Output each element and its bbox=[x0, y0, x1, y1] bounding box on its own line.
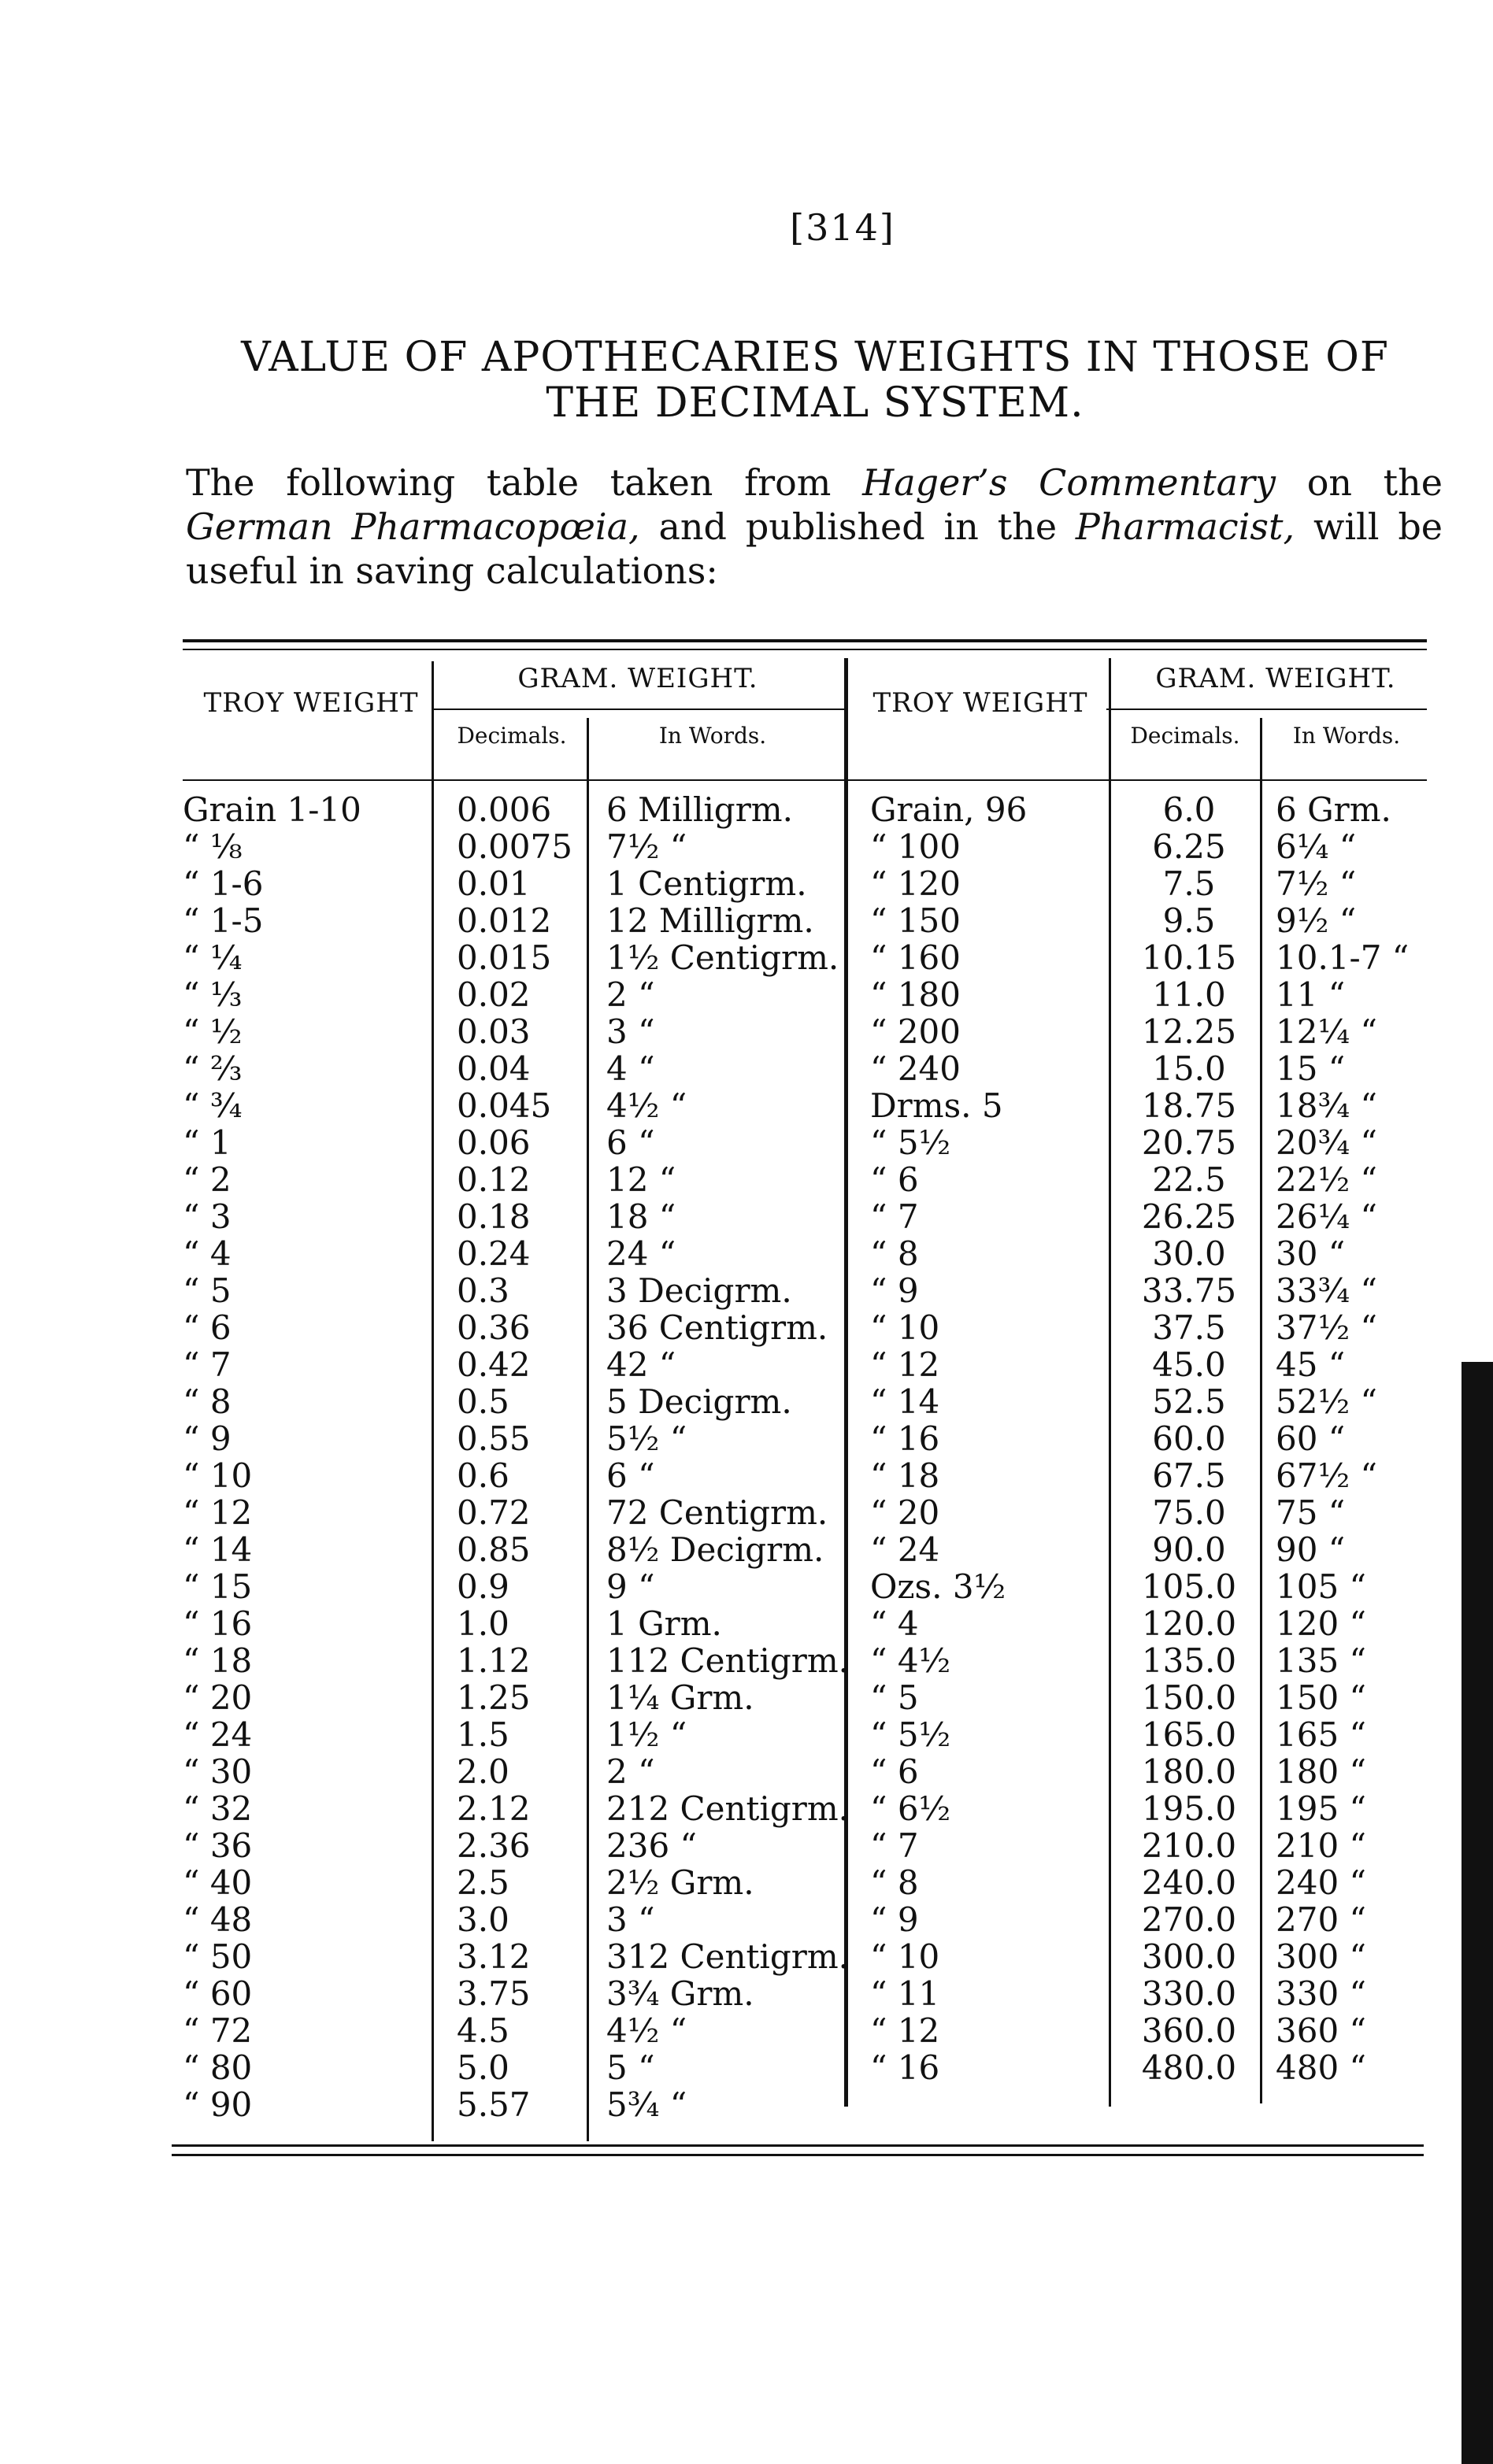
troy-weight-left-cell: “ 4 bbox=[183, 1234, 232, 1273]
intro-source-title: Hager’s Commentary bbox=[862, 461, 1276, 504]
in-words-left-cell: 12 “ bbox=[606, 1160, 676, 1199]
troy-weight-right-cell: Ozs. 3½ bbox=[870, 1567, 1006, 1606]
troy-weight-right-cell: Grain, 96 bbox=[870, 790, 1028, 829]
decimals-right-cell: 11.0 bbox=[1152, 975, 1226, 1014]
in-words-left-cell: 7½ “ bbox=[606, 827, 687, 866]
table-row bbox=[0, 1642, 1493, 1679]
troy-weight-right-cell: “ 24 bbox=[870, 1530, 940, 1569]
troy-weight-left-cell: “ 30 bbox=[183, 1752, 253, 1791]
in-words-header-left: In Words. bbox=[658, 723, 767, 749]
troy-weight-left-cell: “ 3 bbox=[183, 1197, 232, 1236]
decimals-header-right: Decimals. bbox=[1130, 723, 1240, 749]
title-line-1: VALUE OF APOTHECARIES WEIGHTS IN THOSE OF bbox=[241, 334, 1389, 381]
troy-weight-right-cell: “ 6 bbox=[870, 1752, 919, 1791]
troy-weight-left-cell: “ 7 bbox=[183, 1345, 232, 1384]
troy-weight-right-cell: “ 7 bbox=[870, 1826, 919, 1865]
troy-weight-left-cell: “ ⅛ bbox=[183, 827, 243, 866]
decimals-left-cell: 2.5 bbox=[457, 1863, 509, 1902]
in-words-left-cell: 9 “ bbox=[606, 1567, 655, 1606]
table-row bbox=[0, 1864, 1493, 1901]
troy-weight-right-cell: Drms. 5 bbox=[870, 1086, 1003, 1125]
gram-header-rule-right bbox=[1106, 708, 1427, 710]
in-words-right-cell: 20¾ “ bbox=[1276, 1123, 1377, 1162]
in-words-left-cell: 3 Decigrm. bbox=[606, 1271, 792, 1310]
troy-weight-left-cell: “ ⅔ bbox=[183, 1049, 243, 1088]
decimals-right-cell: 33.75 bbox=[1141, 1271, 1237, 1310]
intro-paragraph bbox=[186, 461, 1443, 593]
decimals-right-cell: 180.0 bbox=[1141, 1752, 1237, 1791]
table-row bbox=[0, 1975, 1493, 2012]
troy-weight-right-cell: “ 150 bbox=[870, 901, 961, 940]
intro-work-title: German Pharmacopœia, bbox=[186, 505, 640, 548]
decimals-left-cell: 0.006 bbox=[457, 790, 552, 829]
table-row bbox=[0, 1087, 1493, 1124]
in-words-right-cell: 270 “ bbox=[1276, 1900, 1366, 1939]
in-words-right-cell: 15 “ bbox=[1276, 1049, 1346, 1088]
decimals-right-cell: 105.0 bbox=[1141, 1567, 1237, 1606]
in-words-right-cell: 22½ “ bbox=[1276, 1160, 1377, 1199]
in-words-right-cell: 18¾ “ bbox=[1276, 1086, 1377, 1125]
troy-weight-left-cell: “ 90 bbox=[183, 2085, 253, 2124]
troy-weight-left-cell: “ 1-5 bbox=[183, 901, 264, 940]
in-words-left-cell: 24 “ bbox=[606, 1234, 676, 1273]
decimals-right-cell: 210.0 bbox=[1141, 1826, 1237, 1865]
in-words-left-cell: 212 Centigrm. bbox=[606, 1789, 850, 1828]
in-words-right-cell: 30 “ bbox=[1276, 1234, 1346, 1273]
decimals-left-cell: 0.18 bbox=[457, 1197, 531, 1236]
decimals-right-cell: 6.25 bbox=[1152, 827, 1226, 866]
intro-journal-title: Pharmacist, bbox=[1075, 505, 1295, 548]
troy-weight-header-left: TROY WEIGHT bbox=[203, 687, 419, 719]
in-words-right-cell: 75 “ bbox=[1276, 1493, 1346, 1532]
decimals-left-cell: 2.12 bbox=[457, 1789, 531, 1828]
decimals-left-cell: 5.57 bbox=[457, 2085, 531, 2124]
intro-text-4: will be useful in saving calculations: bbox=[186, 505, 1443, 592]
in-words-left-cell: 4½ “ bbox=[606, 2011, 687, 2050]
table-row bbox=[0, 2049, 1493, 2086]
decimals-left-cell: 0.01 bbox=[457, 864, 531, 903]
table-row bbox=[0, 939, 1493, 976]
troy-weight-left-cell: “ 16 bbox=[183, 1604, 253, 1643]
troy-weight-right-cell: “ 8 bbox=[870, 1234, 919, 1273]
table-top-rule-1 bbox=[183, 639, 1427, 642]
in-words-left-cell: 3 “ bbox=[606, 1012, 655, 1051]
decimals-left-cell: 0.03 bbox=[457, 1012, 531, 1051]
table-row bbox=[0, 1420, 1493, 1457]
troy-weight-right-cell: “ 12 bbox=[870, 1345, 940, 1384]
in-words-right-cell: 11 “ bbox=[1276, 975, 1346, 1014]
decimals-right-cell: 6.0 bbox=[1162, 790, 1216, 829]
in-words-right-cell: 330 “ bbox=[1276, 1974, 1366, 2013]
in-words-left-cell: 3¾ Grm. bbox=[606, 1974, 754, 2013]
troy-weight-right-cell: “ 180 bbox=[870, 975, 961, 1014]
in-words-right-cell: 60 “ bbox=[1276, 1419, 1346, 1458]
decimals-right-cell: 45.0 bbox=[1152, 1345, 1226, 1384]
in-words-right-cell: 150 “ bbox=[1276, 1678, 1366, 1717]
in-words-right-cell: 195 “ bbox=[1276, 1789, 1366, 1828]
decimals-left-cell: 3.0 bbox=[457, 1900, 509, 1939]
decimals-right-cell: 195.0 bbox=[1141, 1789, 1237, 1828]
in-words-left-cell: 1½ “ bbox=[606, 1715, 687, 1754]
troy-weight-right-cell: “ 18 bbox=[870, 1456, 940, 1495]
troy-weight-left-cell: Grain 1-10 bbox=[183, 790, 361, 829]
decimals-left-cell: 0.015 bbox=[457, 938, 552, 977]
table-bottom-rule-2 bbox=[172, 2154, 1424, 2156]
decimals-left-cell: 1.5 bbox=[457, 1715, 509, 1754]
in-words-left-cell: 6 “ bbox=[606, 1456, 655, 1495]
table-row bbox=[0, 1827, 1493, 1864]
decimals-right-cell: 52.5 bbox=[1152, 1382, 1226, 1421]
table-row bbox=[0, 1790, 1493, 1827]
in-words-left-cell: 1 Grm. bbox=[606, 1604, 722, 1643]
troy-weight-left-cell: “ 24 bbox=[183, 1715, 253, 1754]
troy-weight-right-cell: “ 160 bbox=[870, 938, 961, 977]
table-row bbox=[0, 1679, 1493, 1716]
decimals-left-cell: 0.9 bbox=[457, 1567, 509, 1606]
table-row bbox=[0, 1198, 1493, 1235]
decimals-right-cell: 90.0 bbox=[1152, 1530, 1226, 1569]
in-words-left-cell: 5 Decigrm. bbox=[606, 1382, 792, 1421]
decimals-header-left: Decimals. bbox=[457, 723, 567, 749]
decimals-left-cell: 1.25 bbox=[457, 1678, 531, 1717]
troy-weight-right-cell: “ 11 bbox=[870, 1974, 940, 2013]
troy-weight-right-cell: “ 200 bbox=[870, 1012, 961, 1051]
decimals-right-cell: 75.0 bbox=[1152, 1493, 1226, 1532]
troy-weight-right-cell: “ 8 bbox=[870, 1863, 919, 1902]
decimals-left-cell: 3.12 bbox=[457, 1937, 531, 1976]
decimals-right-cell: 22.5 bbox=[1152, 1160, 1226, 1199]
in-words-left-cell: 4½ “ bbox=[606, 1086, 687, 1125]
page-title bbox=[181, 335, 1449, 426]
in-words-right-cell: 10.1-7 “ bbox=[1276, 938, 1410, 977]
in-words-right-cell: 90 “ bbox=[1276, 1530, 1346, 1569]
troy-weight-left-cell: “ 18 bbox=[183, 1641, 253, 1680]
decimals-left-cell: 0.04 bbox=[457, 1049, 531, 1088]
table-row bbox=[0, 1938, 1493, 1975]
in-words-right-cell: 12¼ “ bbox=[1276, 1012, 1377, 1051]
decimals-right-cell: 120.0 bbox=[1141, 1604, 1237, 1643]
troy-weight-right-cell: “ 6½ bbox=[870, 1789, 951, 1828]
table-row bbox=[0, 1568, 1493, 1605]
table-row bbox=[0, 1901, 1493, 1938]
table-row bbox=[0, 1161, 1493, 1198]
troy-weight-left-cell: “ 6 bbox=[183, 1308, 232, 1347]
decimals-left-cell: 5.0 bbox=[457, 2048, 509, 2087]
troy-weight-left-cell: “ 1-6 bbox=[183, 864, 264, 903]
troy-weight-right-cell: “ 12 bbox=[870, 2011, 940, 2050]
in-words-right-cell: 7½ “ bbox=[1276, 864, 1357, 903]
decimals-right-cell: 270.0 bbox=[1141, 1900, 1237, 1939]
in-words-left-cell: 2 “ bbox=[606, 1752, 655, 1791]
in-words-left-cell: 36 Centigrm. bbox=[606, 1308, 828, 1347]
table-row bbox=[0, 1309, 1493, 1346]
in-words-right-cell: 360 “ bbox=[1276, 2011, 1366, 2050]
troy-weight-left-cell: “ 9 bbox=[183, 1419, 232, 1458]
troy-weight-left-cell: “ 72 bbox=[183, 2011, 253, 2050]
decimals-left-cell: 0.55 bbox=[457, 1419, 531, 1458]
troy-weight-left-cell: “ 15 bbox=[183, 1567, 253, 1606]
decimals-left-cell: 4.5 bbox=[457, 2011, 509, 2050]
in-words-right-cell: 240 “ bbox=[1276, 1863, 1366, 1902]
in-words-right-cell: 9½ “ bbox=[1276, 901, 1357, 940]
troy-weight-left-cell: “ 60 bbox=[183, 1974, 253, 2013]
intro-text-1: The following table taken from bbox=[186, 461, 863, 504]
in-words-left-cell: 5½ “ bbox=[606, 1419, 687, 1458]
troy-weight-left-cell: “ 1 bbox=[183, 1123, 232, 1162]
troy-weight-right-cell: “ 16 bbox=[870, 2048, 940, 2087]
table-row bbox=[0, 2012, 1493, 2049]
decimals-right-cell: 60.0 bbox=[1152, 1419, 1226, 1458]
troy-weight-right-cell: “ 20 bbox=[870, 1493, 940, 1532]
decimals-right-cell: 480.0 bbox=[1141, 2048, 1237, 2087]
troy-weight-right-cell: “ 16 bbox=[870, 1419, 940, 1458]
table-row bbox=[0, 1716, 1493, 1753]
in-words-left-cell: 8½ Decigrm. bbox=[606, 1530, 824, 1569]
in-words-right-cell: 33¾ “ bbox=[1276, 1271, 1377, 1310]
intro-text-2: on the bbox=[1276, 461, 1443, 504]
table-row bbox=[0, 1383, 1493, 1420]
decimals-right-cell: 240.0 bbox=[1141, 1863, 1237, 1902]
in-words-left-cell: 112 Centigrm. bbox=[606, 1641, 850, 1680]
table-row bbox=[0, 865, 1493, 902]
decimals-right-cell: 26.25 bbox=[1141, 1197, 1237, 1236]
in-words-right-cell: 6 Grm. bbox=[1276, 790, 1391, 829]
title-line-2: THE DECIMAL SYSTEM. bbox=[546, 379, 1084, 427]
troy-weight-left-cell: “ 10 bbox=[183, 1456, 253, 1495]
in-words-right-cell: 300 “ bbox=[1276, 1937, 1366, 1976]
table-row bbox=[0, 1124, 1493, 1161]
in-words-right-cell: 52½ “ bbox=[1276, 1382, 1377, 1421]
table-row bbox=[0, 1494, 1493, 1531]
troy-weight-right-cell: “ 7 bbox=[870, 1197, 919, 1236]
in-words-left-cell: 2½ Grm. bbox=[606, 1863, 754, 1902]
decimals-right-cell: 300.0 bbox=[1141, 1937, 1237, 1976]
table-row bbox=[0, 1605, 1493, 1642]
troy-weight-right-cell: “ 120 bbox=[870, 864, 961, 903]
troy-weight-right-cell: “ 4 bbox=[870, 1604, 919, 1643]
table-row bbox=[0, 1272, 1493, 1309]
troy-weight-right-cell: “ 240 bbox=[870, 1049, 961, 1088]
decimals-left-cell: 0.24 bbox=[457, 1234, 531, 1273]
in-words-right-cell: 67½ “ bbox=[1276, 1456, 1377, 1495]
decimals-left-cell: 0.02 bbox=[457, 975, 531, 1014]
decimals-left-cell: 0.06 bbox=[457, 1123, 531, 1162]
table-row bbox=[0, 1050, 1493, 1087]
table-row bbox=[0, 1013, 1493, 1050]
decimals-right-cell: 67.5 bbox=[1152, 1456, 1226, 1495]
decimals-left-cell: 0.72 bbox=[457, 1493, 531, 1532]
decimals-left-cell: 0.0075 bbox=[457, 827, 572, 866]
in-words-left-cell: 4 “ bbox=[606, 1049, 655, 1088]
decimals-left-cell: 0.42 bbox=[457, 1345, 531, 1384]
in-words-left-cell: 5 “ bbox=[606, 2048, 655, 2087]
decimals-right-cell: 9.5 bbox=[1162, 901, 1216, 940]
troy-weight-left-cell: “ 80 bbox=[183, 2048, 253, 2087]
troy-weight-left-cell: “ 8 bbox=[183, 1382, 232, 1421]
in-words-right-cell: 480 “ bbox=[1276, 2048, 1366, 2087]
in-words-left-cell: 72 Centigrm. bbox=[606, 1493, 828, 1532]
troy-weight-left-cell: “ ¾ bbox=[183, 1086, 243, 1125]
decimals-left-cell: 0.045 bbox=[457, 1086, 552, 1125]
in-words-left-cell: 2 “ bbox=[606, 975, 655, 1014]
troy-weight-right-cell: “ 5½ bbox=[870, 1123, 951, 1162]
in-words-right-cell: 45 “ bbox=[1276, 1345, 1346, 1384]
in-words-left-cell: 18 “ bbox=[606, 1197, 676, 1236]
decimals-right-cell: 30.0 bbox=[1152, 1234, 1226, 1273]
in-words-right-cell: 180 “ bbox=[1276, 1752, 1366, 1791]
table-row bbox=[0, 1753, 1493, 1790]
troy-weight-left-cell: “ ⅓ bbox=[183, 975, 243, 1014]
troy-weight-right-cell: “ 9 bbox=[870, 1271, 919, 1310]
intro-text-3: and published in the bbox=[639, 505, 1076, 548]
troy-weight-left-cell: “ 40 bbox=[183, 1863, 253, 1902]
in-words-left-cell: 1½ Centigrm. bbox=[606, 938, 839, 977]
troy-weight-right-cell: “ 10 bbox=[870, 1308, 940, 1347]
gram-weight-header-right: GRAM. WEIGHT. bbox=[1155, 663, 1396, 694]
decimals-right-cell: 20.75 bbox=[1141, 1123, 1237, 1162]
troy-weight-left-cell: “ 2 bbox=[183, 1160, 232, 1199]
in-words-left-cell: 1 Centigrm. bbox=[606, 864, 807, 903]
troy-weight-right-cell: “ 6 bbox=[870, 1160, 919, 1199]
in-words-left-cell: 42 “ bbox=[606, 1345, 676, 1384]
header-bottom-rule bbox=[183, 779, 1427, 781]
troy-weight-left-cell: “ 5 bbox=[183, 1271, 232, 1310]
in-words-right-cell: 105 “ bbox=[1276, 1567, 1366, 1606]
troy-weight-right-cell: “ 9 bbox=[870, 1900, 919, 1939]
in-words-left-cell: 12 Milligrm. bbox=[606, 901, 814, 940]
in-words-right-cell: 6¼ “ bbox=[1276, 827, 1357, 866]
troy-weight-right-cell: “ 4½ bbox=[870, 1641, 951, 1680]
in-words-left-cell: 5¾ “ bbox=[606, 2085, 687, 2124]
decimals-left-cell: 0.6 bbox=[457, 1456, 509, 1495]
decimals-right-cell: 150.0 bbox=[1141, 1678, 1237, 1717]
decimals-left-cell: 1.0 bbox=[457, 1604, 509, 1643]
decimals-left-cell: 1.12 bbox=[457, 1641, 531, 1680]
table-row bbox=[0, 791, 1493, 828]
decimals-left-cell: 0.3 bbox=[457, 1271, 509, 1310]
in-words-left-cell: 312 Centigrm. bbox=[606, 1937, 850, 1976]
decimals-right-cell: 15.0 bbox=[1152, 1049, 1226, 1088]
troy-weight-left-cell: “ 50 bbox=[183, 1937, 253, 1976]
page-number: [314] bbox=[790, 206, 895, 249]
troy-weight-right-cell: “ 14 bbox=[870, 1382, 940, 1421]
decimals-left-cell: 0.5 bbox=[457, 1382, 509, 1421]
in-words-header-right: In Words. bbox=[1292, 723, 1401, 749]
decimals-left-cell: 0.36 bbox=[457, 1308, 531, 1347]
troy-weight-left-cell: “ 32 bbox=[183, 1789, 253, 1828]
in-words-right-cell: 26¼ “ bbox=[1276, 1197, 1377, 1236]
decimals-left-cell: 3.75 bbox=[457, 1974, 531, 2013]
in-words-right-cell: 210 “ bbox=[1276, 1826, 1366, 1865]
table-top-rule-2 bbox=[183, 649, 1427, 650]
in-words-left-cell: 6 “ bbox=[606, 1123, 655, 1162]
table-row bbox=[0, 1457, 1493, 1494]
in-words-right-cell: 120 “ bbox=[1276, 1604, 1366, 1643]
in-words-right-cell: 165 “ bbox=[1276, 1715, 1366, 1754]
decimals-right-cell: 135.0 bbox=[1141, 1641, 1237, 1680]
troy-weight-left-cell: “ 36 bbox=[183, 1826, 253, 1865]
decimals-right-cell: 37.5 bbox=[1152, 1308, 1226, 1347]
troy-weight-left-cell: “ ½ bbox=[183, 1012, 243, 1051]
decimals-left-cell: 2.0 bbox=[457, 1752, 509, 1791]
decimals-left-cell: 2.36 bbox=[457, 1826, 531, 1865]
in-words-right-cell: 37½ “ bbox=[1276, 1308, 1377, 1347]
table-row bbox=[0, 1346, 1493, 1383]
troy-weight-right-cell: “ 100 bbox=[870, 827, 961, 866]
decimals-right-cell: 18.75 bbox=[1141, 1086, 1237, 1125]
decimals-right-cell: 360.0 bbox=[1141, 2011, 1237, 2050]
in-words-left-cell: 1¼ Grm. bbox=[606, 1678, 754, 1717]
decimals-left-cell: 0.85 bbox=[457, 1530, 531, 1569]
decimals-right-cell: 165.0 bbox=[1141, 1715, 1237, 1754]
troy-weight-left-cell: “ 48 bbox=[183, 1900, 253, 1939]
table-bottom-rule-1 bbox=[172, 2144, 1424, 2147]
table-row bbox=[0, 902, 1493, 939]
decimals-left-cell: 0.12 bbox=[457, 1160, 531, 1199]
decimals-right-cell: 10.15 bbox=[1141, 938, 1237, 977]
table-row bbox=[0, 828, 1493, 865]
gram-weight-header-left: GRAM. WEIGHT. bbox=[517, 663, 758, 694]
in-words-left-cell: 6 Milligrm. bbox=[606, 790, 793, 829]
decimals-right-cell: 330.0 bbox=[1141, 1974, 1237, 2013]
gram-header-rule-left bbox=[433, 708, 847, 710]
decimals-left-cell: 0.012 bbox=[457, 901, 552, 940]
in-words-right-cell: 135 “ bbox=[1276, 1641, 1366, 1680]
decimals-right-cell: 7.5 bbox=[1162, 864, 1216, 903]
in-words-left-cell: 236 “ bbox=[606, 1826, 697, 1865]
troy-weight-right-cell: “ 10 bbox=[870, 1937, 940, 1976]
scan-edge-shadow bbox=[1462, 1362, 1493, 2464]
in-words-left-cell: 3 “ bbox=[606, 1900, 655, 1939]
troy-weight-left-cell: “ 20 bbox=[183, 1678, 253, 1717]
decimals-right-cell: 12.25 bbox=[1141, 1012, 1237, 1051]
table-row bbox=[0, 976, 1493, 1013]
table-row bbox=[0, 1531, 1493, 1568]
table-row bbox=[0, 2086, 1493, 2123]
troy-weight-left-cell: “ 14 bbox=[183, 1530, 253, 1569]
troy-weight-right-cell: “ 5½ bbox=[870, 1715, 951, 1754]
troy-weight-right-cell: “ 5 bbox=[870, 1678, 919, 1717]
troy-weight-header-right: TROY WEIGHT bbox=[872, 687, 1088, 719]
troy-weight-left-cell: “ 12 bbox=[183, 1493, 253, 1532]
table-row bbox=[0, 1235, 1493, 1272]
troy-weight-left-cell: “ ¼ bbox=[183, 938, 243, 977]
